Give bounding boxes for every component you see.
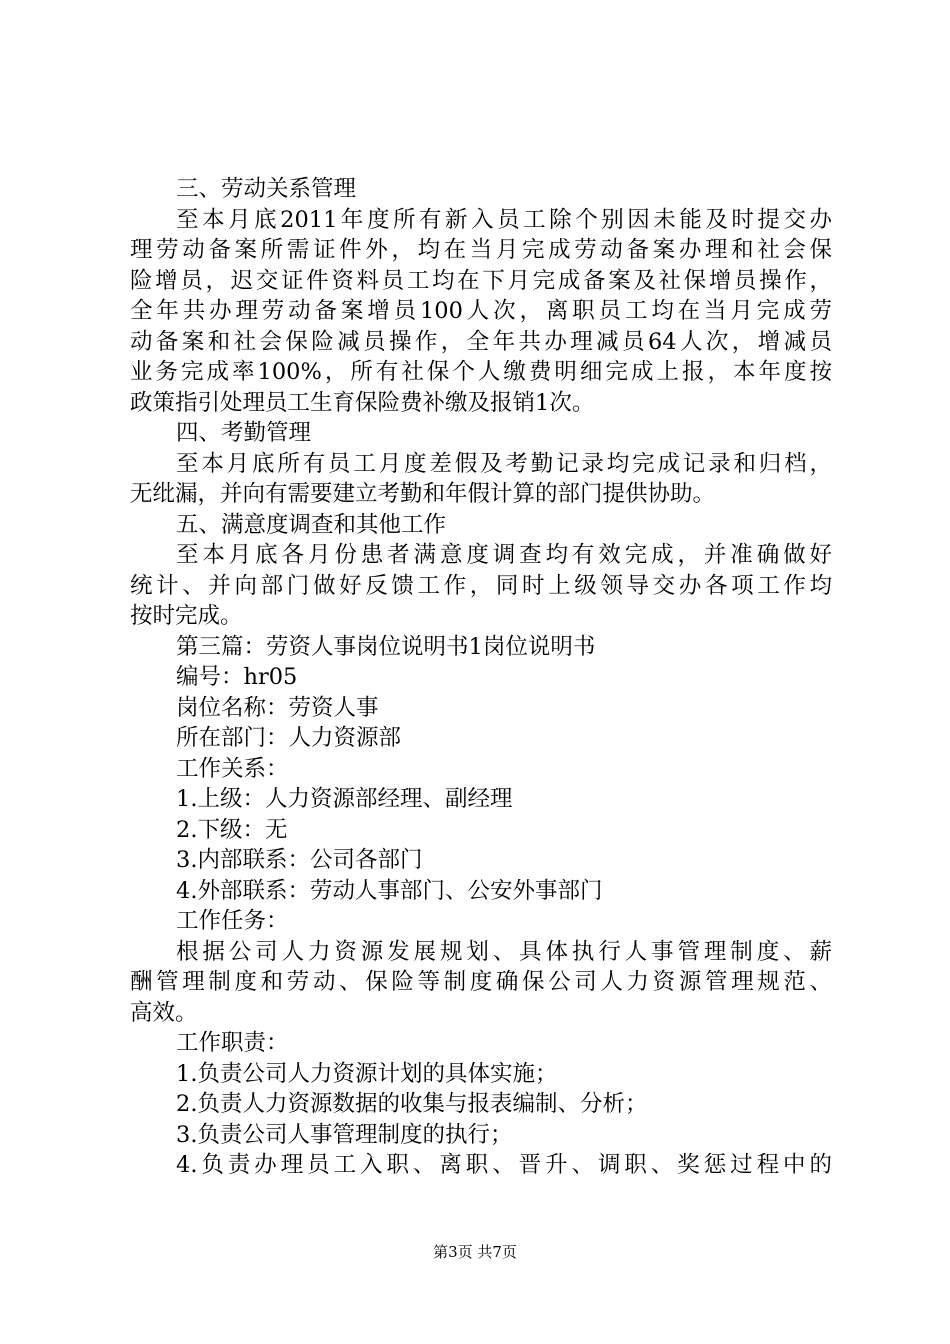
text-line: 统计、并向部门做好反馈工作，同时上级领导交办各项工作均 (130, 572, 832, 599)
document-body (130, 174, 832, 1181)
text-line: 业务完成率100%，所有社保个人缴费明细完成上报，本年度按 (130, 359, 832, 385)
text-line: 酬管理制度和劳动、保险等制度确保公司人力资源管理规范、 (130, 969, 832, 995)
text-line: 至本月底所有员工月度差假及考勤记录均完成记录和归档， (176, 450, 832, 477)
text-line: 工作任务： (176, 908, 289, 934)
text-line: 至本月底2011年度所有新入员工除个别因未能及时提交办 (176, 206, 832, 233)
text-line: 无纰漏，并向有需要建立考勤和年假计算的部门提供协助。 (130, 481, 716, 507)
text-line: 4.负责办理员工入职、离职、晋升、调职、奖惩过程中的 (176, 1152, 832, 1178)
text-line: 三、劳动关系管理 (176, 176, 357, 202)
text-line: 至本月底各月份患者满意度调查均有效完成，并准确做好 (176, 542, 832, 568)
text-line: 全年共办理劳动备案增员100人次，离职员工均在当月完成劳 (130, 298, 832, 324)
text-line: 高效。 (130, 999, 198, 1026)
text-line: 五、满意度调查和其他工作 (176, 511, 447, 538)
text-line: 四、考勤管理 (176, 420, 312, 446)
text-line: 根据公司人力资源发展规划、具体执行人事管理制度、薪 (176, 938, 832, 965)
text-line: 编号：hr05 (176, 664, 298, 690)
text-line: 4.外部联系：劳动人事部门、公安外事部门 (176, 877, 603, 904)
text-line: 理劳动备案所需证件外，均在当月完成劳动备案办理和社会保 (130, 237, 832, 263)
text-line: 2.负责人力资源数据的收集与报表编制、分析； (176, 1091, 648, 1117)
text-line: 第三篇：劳资人事岗位说明书1岗位说明书 (176, 633, 596, 660)
text-line: 1.上级：人力资源部经理、副经理 (176, 786, 513, 812)
text-line: 动备案和社会保险减员操作，全年共办理减员64人次，增减员 (130, 328, 832, 355)
text-line: 3.负责公司人事管理制度的执行； (176, 1121, 513, 1148)
text-line: 工作职责： (176, 1030, 289, 1056)
text-line: 岗位名称：劳资人事 (176, 694, 379, 721)
text-line: 险增员，迟交证件资料员工均在下月完成备案及社保增员操作， (130, 267, 832, 294)
text-line: 按时完成。 (130, 603, 243, 629)
text-line: 政策指引处理员工生育保险费补缴及报销1次。 (130, 389, 595, 416)
text-line: 2.下级：无 (176, 816, 288, 843)
page-footer: 第3页 共7页 (433, 1243, 517, 1261)
text-line: 3.内部联系：公司各部门 (176, 847, 423, 873)
text-line: 1.负责公司人力资源计划的具体实施； (176, 1060, 558, 1087)
text-line: 所在部门：人力资源部 (176, 725, 402, 751)
text-line: 工作关系： (176, 755, 289, 782)
